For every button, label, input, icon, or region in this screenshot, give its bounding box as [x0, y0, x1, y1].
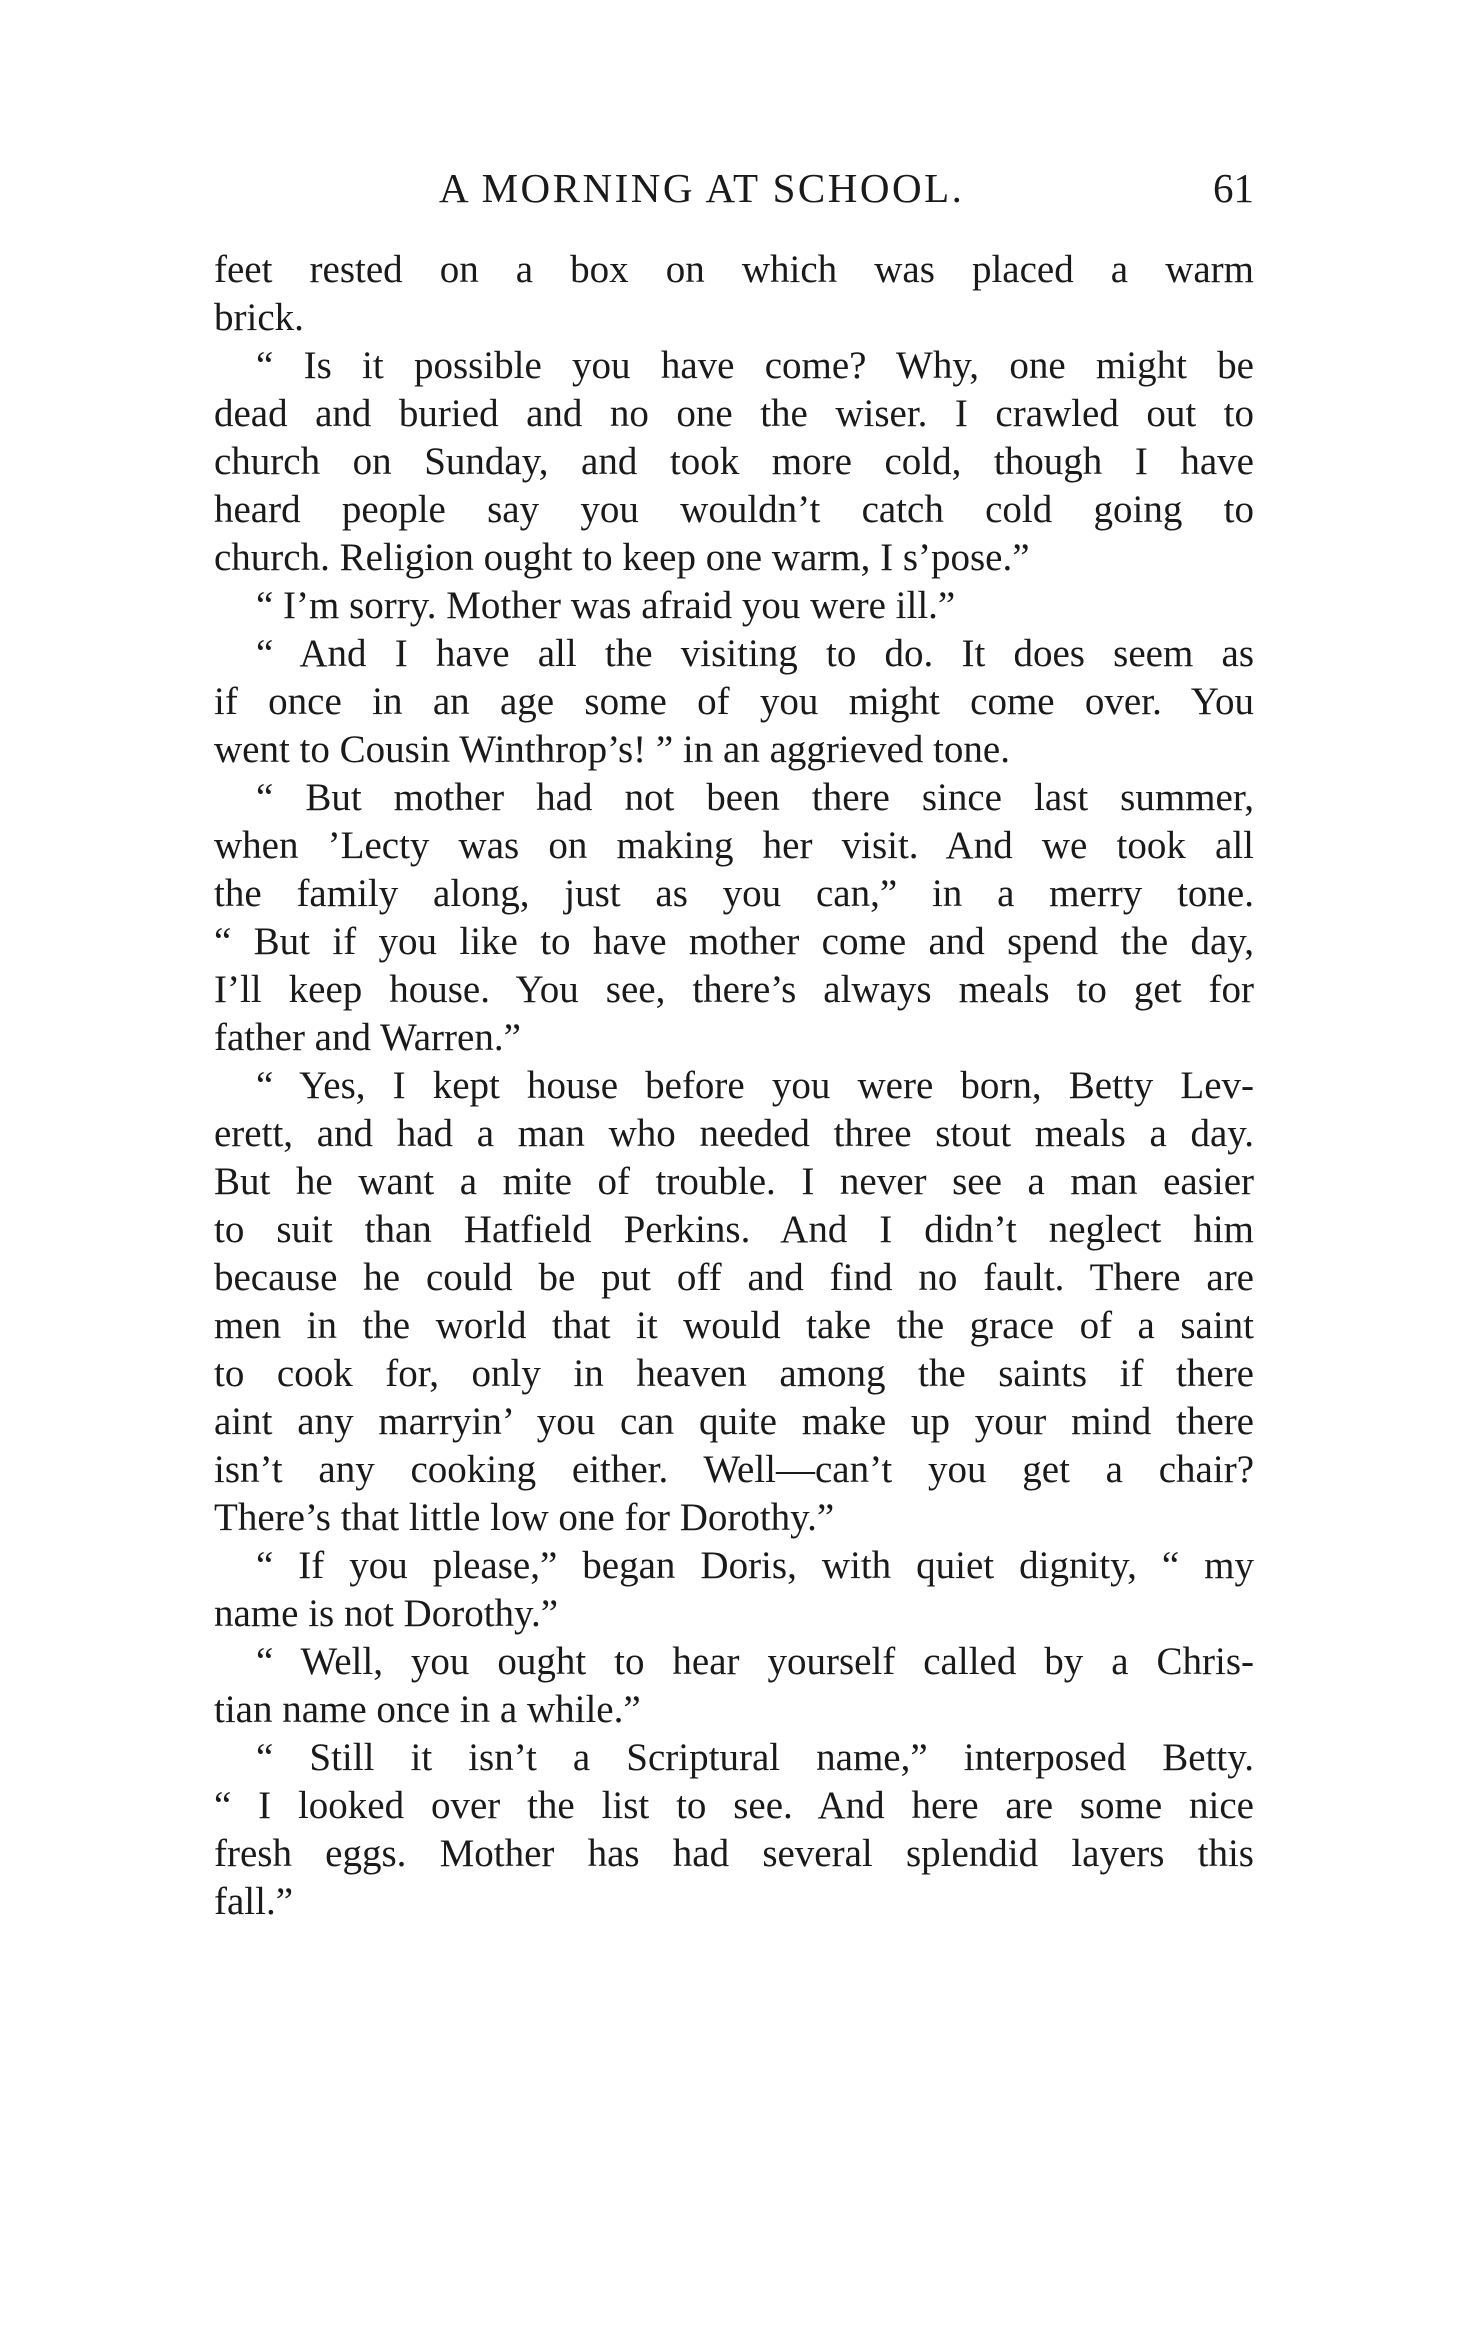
text-line: to suit than Hatfield Perkins. And I didn’t neglect him [214, 1208, 1254, 1251]
text-line: There’s that little low one for Dorothy.” [214, 1496, 835, 1539]
text-line: the family along, just as you can,” in a merry tone. [214, 872, 1254, 915]
text-line: fresh eggs. Mother has had several splendid layers this [214, 1832, 1254, 1875]
text-line: “ But if you like to have mother come and spend the day, [214, 920, 1254, 963]
text-line: I’ll keep house. You see, there’s always meals to get for [214, 968, 1254, 1011]
text-line: aint any marryin’ you can quite make up your mind there [214, 1400, 1254, 1443]
text-line: “ And I have all the visiting to do. It does seem as [256, 632, 1254, 675]
text-line: But he want a mite of trouble. I never see a man easier [214, 1160, 1254, 1203]
running-head [214, 160, 1254, 216]
text-line: when ’Lecty was on making her visit. And we took all [214, 824, 1254, 867]
text-line: feet rested on a box on which was placed a warm [214, 248, 1254, 291]
text-line: “ I looked over the list to see. And here are some nice [214, 1784, 1254, 1827]
text-line: if once in an age some of you might come over. You [214, 680, 1254, 723]
text-line: “ But mother had not been there since last summer, [256, 776, 1254, 819]
text-line: name is not Dorothy.” [214, 1592, 559, 1635]
text-line: erett, and had a man who needed three stout meals a day. [214, 1112, 1254, 1155]
body-text [214, 246, 1254, 1926]
text-line: because he could be put off and find no fault. There are [214, 1256, 1254, 1299]
text-line: church on Sunday, and took more cold, though I have [214, 440, 1254, 483]
text-line: dead and buried and no one the wiser. I crawled out to [214, 392, 1254, 435]
text-line: tian name once in a while.” [214, 1688, 641, 1731]
text-line: father and Warren.” [214, 1016, 521, 1059]
text-line: “ Still it isn’t a Scriptural name,” interposed Betty. [256, 1736, 1254, 1779]
text-line: heard people say you wouldn’t catch cold going to [214, 488, 1254, 531]
text-line: “ I’m sorry. Mother was afraid you were ill.” [256, 584, 956, 627]
text-line: church. Religion ought to keep one warm, I s’pose.” [214, 536, 1030, 579]
text-line: “ Well, you ought to hear yourself called by a Chris- [256, 1640, 1254, 1683]
page-number: 61 [1213, 165, 1254, 211]
text-line: brick. [214, 296, 304, 339]
text-line: “ If you please,” began Doris, with quiet dignity, “ my [256, 1544, 1254, 1587]
text-line: men in the world that it would take the grace of a saint [214, 1304, 1254, 1347]
text-line: fall.” [214, 1880, 294, 1923]
text-line: went to Cousin Winthrop’s! ” in an aggrieved tone. [214, 728, 1010, 771]
text-line: to cook for, only in heaven among the saints if there [214, 1352, 1254, 1395]
text-line: isn’t any cooking either. Well—can’t you get a chair? [214, 1448, 1254, 1491]
text-line: “ Is it possible you have come? Why, one might be [256, 344, 1254, 387]
text-line: “ Yes, I kept house before you were born, Betty Lev- [256, 1064, 1254, 1107]
running-title: A MORNING AT SCHOOL. [439, 165, 965, 211]
